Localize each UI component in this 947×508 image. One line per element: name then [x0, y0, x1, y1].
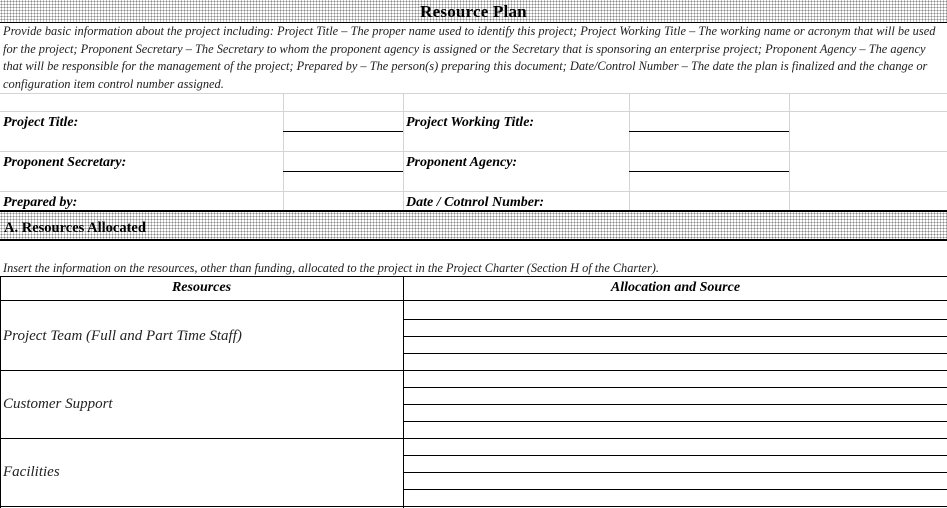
column-header-resources: Resources [171, 280, 232, 295]
allocation-line[interactable] [404, 336, 947, 337]
row-border [0, 506, 947, 507]
title-bar [0, 0, 947, 23]
grid-line [0, 151, 947, 152]
project-title-label: Project Title: [3, 115, 79, 130]
prepared-by-label: Prepared by: [3, 195, 78, 210]
instructions-paragraph: Provide basic information about the project including: Project Title – The proper name used to identify this project; Project Working Title – The working name or acronym that will be used for the project; Proponent Secretary – The Secretary to whom the proponent agency is assigned or the Secretary that is sponsoring an enterprise project; Proponent Agency – The agency that will be responsible for the management of the project; Prepared by – The person(s) preparing this document; Date/Control Number – The date the plan is finalized and the change or configuration item control number assigned. [3, 24, 936, 91]
page-title: Resource Plan [420, 2, 527, 21]
row-border [0, 438, 947, 439]
header-row-border [0, 300, 947, 301]
table-top-border [0, 276, 947, 277]
proponent-agency-field[interactable] [629, 171, 789, 172]
allocation-line[interactable] [404, 472, 947, 473]
allocation-line[interactable] [404, 353, 947, 354]
section-instruction: Insert the information on the resources, other than funding, allocated to the project in the Project Charter (Section H of the Charter). [3, 261, 659, 275]
column-header-allocation: Allocation and Source [610, 280, 741, 295]
section-heading: A. Resources Allocated [4, 220, 146, 236]
project-working-title-label: Project Working Title: [406, 115, 535, 130]
resource-row-label: Project Team (Full and Part Time Staff) [3, 328, 242, 344]
resource-row-label: Customer Support [3, 396, 113, 412]
grid-line [403, 93, 404, 211]
proponent-agency-label: Proponent Agency: [406, 155, 518, 170]
grid-line [283, 93, 284, 211]
date-control-number-label: Date / Cotnrol Number: [406, 195, 545, 210]
row-border [0, 370, 947, 371]
grid-line [0, 191, 947, 192]
section-heading-bar [0, 211, 947, 241]
allocation-line[interactable] [404, 319, 947, 320]
grid-line [0, 93, 947, 94]
grid-line [629, 93, 630, 211]
allocation-line[interactable] [404, 489, 947, 490]
table-left-border [0, 276, 1, 508]
allocation-line[interactable] [404, 387, 947, 388]
proponent-secretary-field[interactable] [283, 171, 403, 172]
project-title-field[interactable] [283, 131, 403, 132]
allocation-line[interactable] [404, 404, 947, 405]
grid-line [0, 111, 947, 112]
resource-row-label: Facilities [3, 464, 60, 480]
grid-line [789, 93, 790, 211]
allocation-line[interactable] [404, 421, 947, 422]
table-column-divider [403, 276, 404, 508]
project-working-title-field[interactable] [629, 131, 789, 132]
proponent-secretary-label: Proponent Secretary: [3, 155, 127, 170]
allocation-line[interactable] [404, 455, 947, 456]
